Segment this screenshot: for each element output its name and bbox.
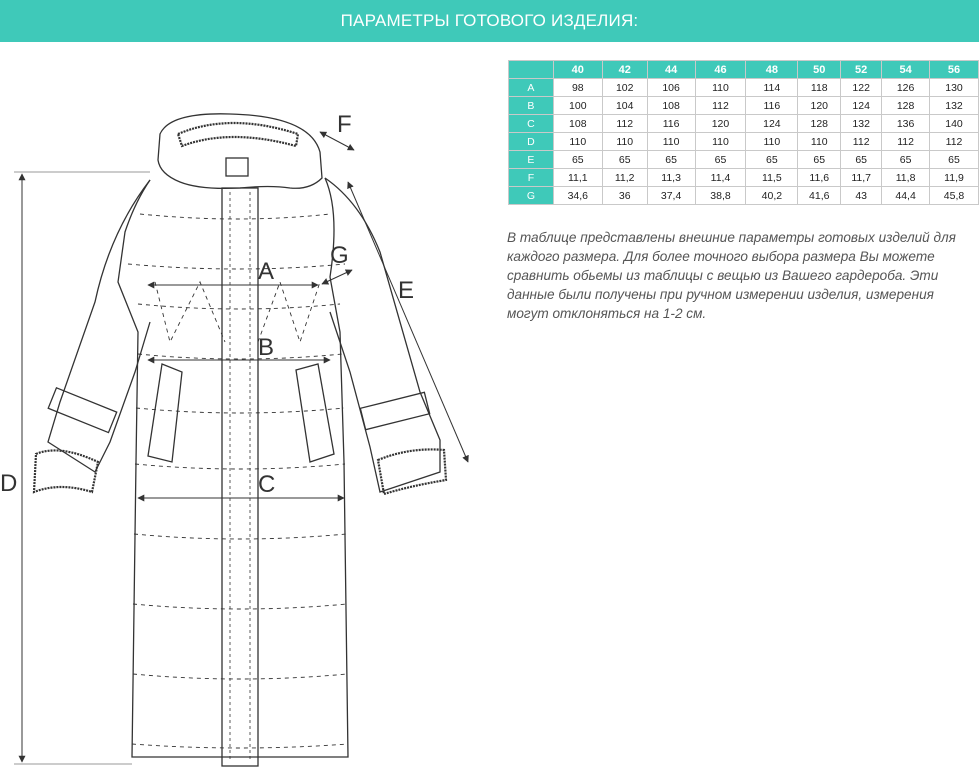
- table-cell: 11,8: [882, 169, 930, 187]
- table-cell: 65: [695, 151, 746, 169]
- table-row: [509, 169, 979, 187]
- table-cell: 112: [882, 133, 930, 151]
- table-row: [509, 79, 979, 97]
- size-header: 48: [746, 61, 798, 79]
- table-cell: 112: [695, 97, 746, 115]
- table-cell: 11,7: [841, 169, 882, 187]
- table-cell: 65: [746, 151, 798, 169]
- table-cell: 128: [798, 115, 841, 133]
- table-cell: 110: [553, 133, 602, 151]
- row-label: A: [509, 79, 554, 97]
- table-cell: 110: [695, 79, 746, 97]
- table-cell: 104: [602, 97, 647, 115]
- table-cell: 11,1: [553, 169, 602, 187]
- size-header: 40: [553, 61, 602, 79]
- table-cell: 44,4: [882, 187, 930, 205]
- coat-right-pocket: [296, 364, 334, 462]
- table-cell: 112: [841, 133, 882, 151]
- table-cell: 130: [930, 79, 979, 97]
- row-label: C: [509, 115, 554, 133]
- table-cell: 11,3: [647, 169, 695, 187]
- table-cell: 120: [695, 115, 746, 133]
- table-cell: 110: [746, 133, 798, 151]
- size-header: 54: [882, 61, 930, 79]
- table-cell: 116: [647, 115, 695, 133]
- table-cell: 65: [553, 151, 602, 169]
- table-cell: 100: [553, 97, 602, 115]
- table-cell: 98: [553, 79, 602, 97]
- label-g: G: [330, 242, 349, 269]
- table-cell: 11,5: [746, 169, 798, 187]
- table-cell: 120: [798, 97, 841, 115]
- label-e: E: [398, 277, 415, 304]
- page-title: ПАРАМЕТРЫ ГОТОВОГО ИЗДЕЛИЯ:: [340, 11, 639, 30]
- hood-fur-trim: [178, 123, 298, 146]
- table-cell: 118: [798, 79, 841, 97]
- coat-left-cuff-strap: [48, 388, 117, 433]
- table-cell: 65: [602, 151, 647, 169]
- row-label: G: [509, 187, 554, 205]
- label-f: F: [337, 111, 352, 138]
- table-cell: 65: [882, 151, 930, 169]
- table-cell: 114: [746, 79, 798, 97]
- page-title-banner: [0, 0, 979, 42]
- row-label: E: [509, 151, 554, 169]
- table-cell: 38,8: [695, 187, 746, 205]
- label-c: C: [258, 471, 276, 498]
- table-cell: 140: [930, 115, 979, 133]
- table-cell: 124: [841, 97, 882, 115]
- size-header: 42: [602, 61, 647, 79]
- table-cell: 122: [841, 79, 882, 97]
- table-cell: 37,4: [647, 187, 695, 205]
- size-header: 46: [695, 61, 746, 79]
- size-header: 44: [647, 61, 695, 79]
- label-a: A: [258, 258, 275, 285]
- table-cell: 11,6: [798, 169, 841, 187]
- label-b: B: [258, 334, 275, 361]
- table-cell: 128: [882, 97, 930, 115]
- table-cell: 40,2: [746, 187, 798, 205]
- size-header: 50: [798, 61, 841, 79]
- table-cell: 45,8: [930, 187, 979, 205]
- table-cell: 126: [882, 79, 930, 97]
- table-cell: 41,6: [798, 187, 841, 205]
- coat-body: [118, 178, 348, 757]
- table-cell: 65: [930, 151, 979, 169]
- table-cell: 108: [647, 97, 695, 115]
- coat-measurement-diagram: [0, 42, 500, 771]
- table-cell: 136: [882, 115, 930, 133]
- row-label: D: [509, 133, 554, 151]
- hood-buckle: [226, 158, 248, 176]
- table-cell: 110: [695, 133, 746, 151]
- left-cuff-fur: [34, 450, 98, 492]
- table-cell: 65: [841, 151, 882, 169]
- table-cell: 110: [798, 133, 841, 151]
- measure-g-line: [322, 270, 352, 284]
- table-cell: 112: [930, 133, 979, 151]
- right-cuff-fur: [378, 449, 446, 494]
- table-cell: 106: [647, 79, 695, 97]
- table-row: [509, 151, 979, 169]
- quilting-lines: [128, 214, 348, 748]
- label-d: D: [0, 470, 18, 497]
- size-table: [508, 60, 979, 205]
- table-cell: 11,4: [695, 169, 746, 187]
- table-row: [509, 187, 979, 205]
- size-header: 56: [930, 61, 979, 79]
- table-cell: 108: [553, 115, 602, 133]
- table-cell: 65: [798, 151, 841, 169]
- size-header: 52: [841, 61, 882, 79]
- table-cell: 11,9: [930, 169, 979, 187]
- table-cell: 43: [841, 187, 882, 205]
- size-table-corner: [509, 61, 554, 79]
- table-cell: 34,6: [553, 187, 602, 205]
- table-cell: 132: [930, 97, 979, 115]
- table-cell: 102: [602, 79, 647, 97]
- table-cell: 124: [746, 115, 798, 133]
- coat-right-sleeve: [325, 178, 440, 492]
- coat-left-pocket: [148, 364, 182, 462]
- table-row: [509, 115, 979, 133]
- size-table-header-row: [509, 61, 979, 79]
- coat-right-cuff-strap: [360, 392, 429, 429]
- table-cell: 110: [647, 133, 695, 151]
- table-cell: 36: [602, 187, 647, 205]
- table-row: [509, 97, 979, 115]
- table-cell: 116: [746, 97, 798, 115]
- row-label: B: [509, 97, 554, 115]
- row-label: F: [509, 169, 554, 187]
- measurement-note: В таблице представлены внешние параметры готовых изделий для каждого размера. Для более точного выбора размера Вы можете сравнить обьемы из таблицы с вещью из Вашего гардероба. Эти данные были получены при ручном измерении изделия, измерения могут отклоняться на 1-2 см.: [507, 230, 956, 321]
- table-cell: 112: [602, 115, 647, 133]
- measure-e-line: [348, 182, 468, 462]
- table-row: [509, 133, 979, 151]
- table-cell: 110: [602, 133, 647, 151]
- table-cell: 65: [647, 151, 695, 169]
- table-cell: 132: [841, 115, 882, 133]
- table-cell: 11,2: [602, 169, 647, 187]
- coat-hood: [158, 114, 322, 189]
